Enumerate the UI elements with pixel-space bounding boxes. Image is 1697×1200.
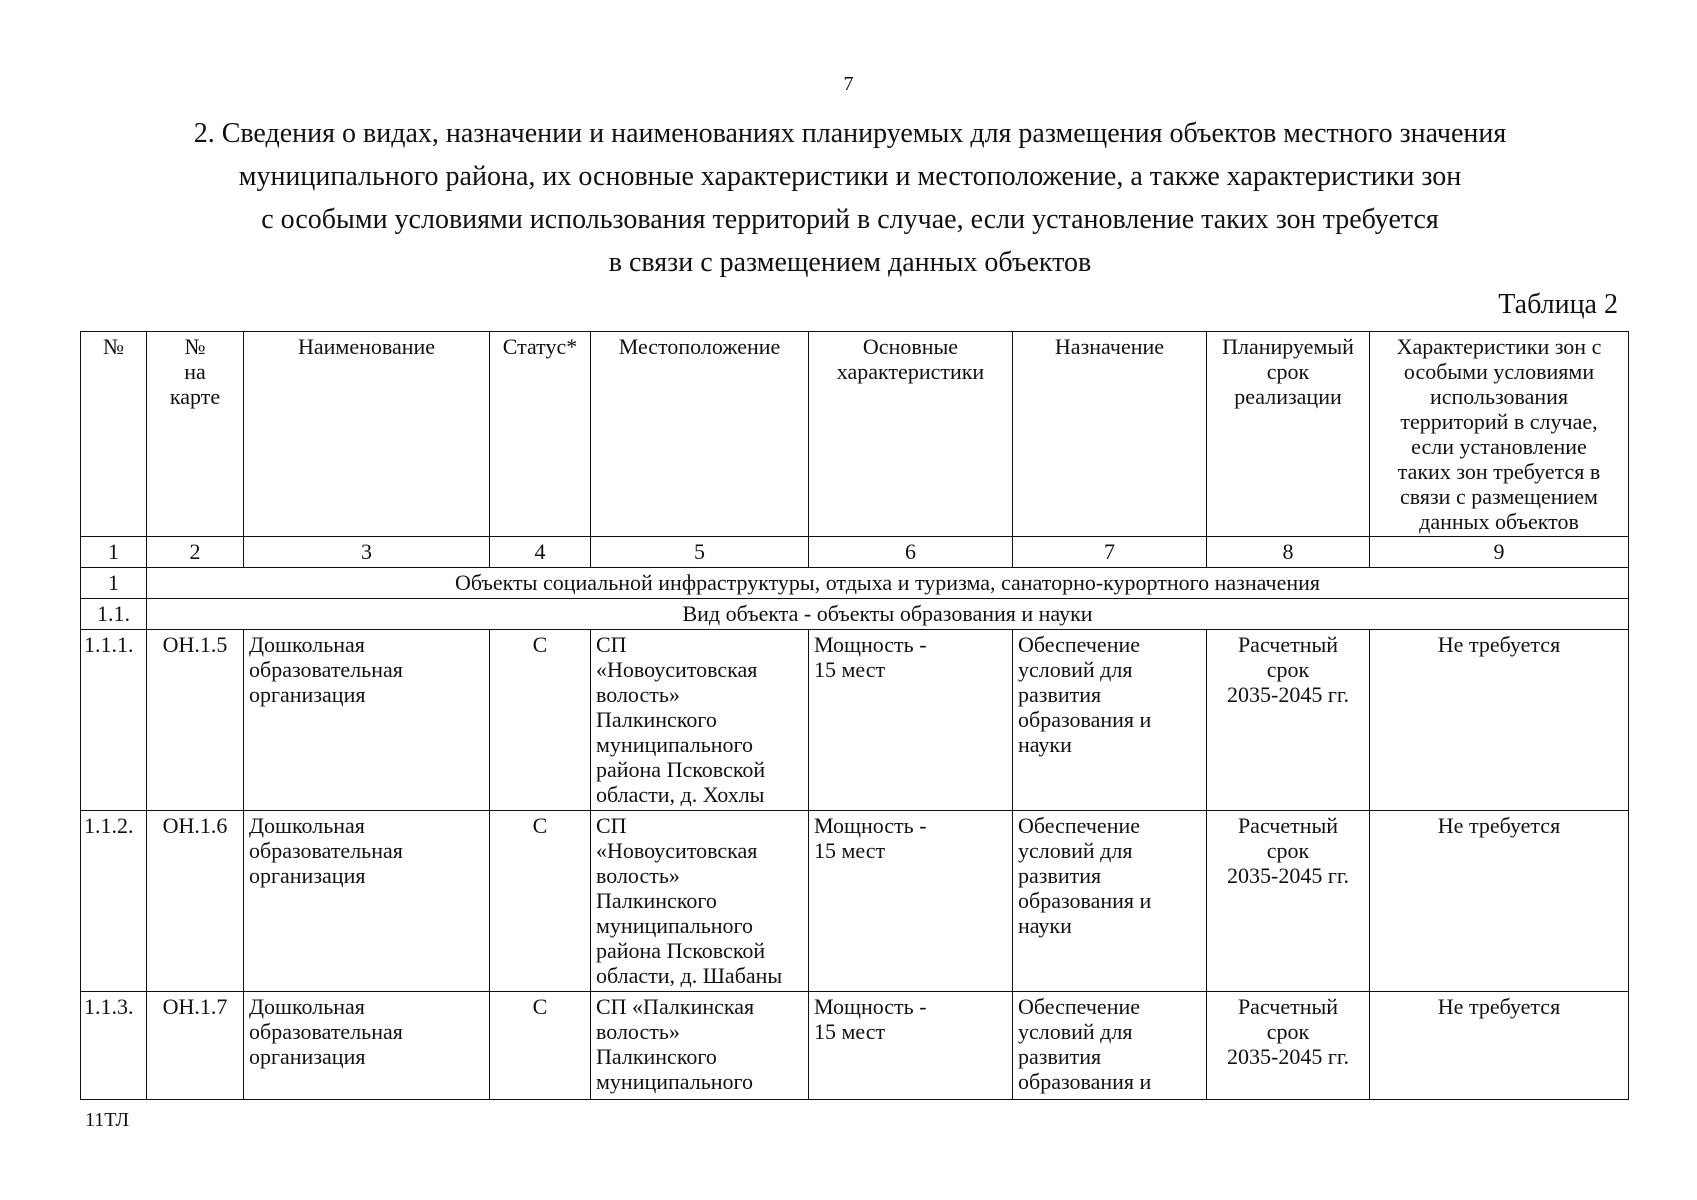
table-row (81, 811, 1629, 992)
term-cell: Расчетный срок 2035-2045 гг. (1207, 811, 1370, 992)
location-cell: СП «Новоуситовская волость» Палкинского муниципального района Псковской области, д. Хохлы (591, 630, 809, 811)
subsection-row (81, 599, 1629, 630)
column-number-cell: 4 (490, 537, 591, 568)
column-number-cell: 9 (1370, 537, 1629, 568)
heading-line: муниципального района, их основные характеристики и местоположение, а также характеристики зон (238, 161, 1462, 192)
header-cell: Основные характеристики (809, 332, 1013, 537)
characteristics-cell: Мощность - 15 мест (809, 630, 1013, 811)
document-heading (110, 112, 1590, 284)
header-cell: № (81, 332, 147, 537)
column-number-cell: 3 (244, 537, 490, 568)
section-row (81, 568, 1629, 599)
document-code: 11ТЛ (85, 1109, 130, 1131)
table-row (81, 992, 1629, 1100)
row-id-cell: 1.1.1. (81, 630, 147, 811)
header-row (81, 332, 1629, 537)
status-cell: С (490, 992, 591, 1100)
header-cell: Планируемый срок реализации (1207, 332, 1370, 537)
row-id-cell: 1.1.3. (81, 992, 147, 1100)
characteristics-cell: Мощность - 15 мест (809, 811, 1013, 992)
characteristics-cell: Мощность - 15 мест (809, 992, 1013, 1100)
zones-cell: Не требуется (1370, 630, 1629, 811)
column-number-cell: 7 (1013, 537, 1207, 568)
term-cell: Расчетный срок 2035-2045 гг. (1207, 630, 1370, 811)
header-cell: Местоположение (591, 332, 809, 537)
heading-line: в связи с размещением данных объектов (608, 247, 1092, 278)
column-number-cell: 6 (809, 537, 1013, 568)
zones-cell: Не требуется (1370, 992, 1629, 1100)
row-id-cell: 1.1.2. (81, 811, 147, 992)
heading-line: с особыми условиями использования территорий в случае, если установление таких зон требуется (261, 204, 1439, 235)
column-number-cell: 8 (1207, 537, 1370, 568)
map-number-cell: ОН.1.7 (147, 992, 244, 1100)
column-number-cell: 5 (591, 537, 809, 568)
map-number-cell: ОН.1.5 (147, 630, 244, 811)
purpose-cell: Обеспечение условий для развития образования и науки (1013, 630, 1207, 811)
column-number-row (81, 537, 1629, 568)
map-number-cell: ОН.1.6 (147, 811, 244, 992)
purpose-cell: Обеспечение условий для развития образования и (1013, 992, 1207, 1100)
location-cell: СП «Новоуситовская волость» Палкинского муниципального района Псковской области, д. Шабаны (591, 811, 809, 992)
objects-table (80, 331, 1629, 1100)
name-cell: Дошкольная образовательная организация (244, 811, 490, 992)
header-cell: Наименование (244, 332, 490, 537)
status-cell: С (490, 630, 591, 811)
page-number: 7 (843, 73, 854, 95)
purpose-cell: Обеспечение условий для развития образования и науки (1013, 811, 1207, 992)
section-title: Объекты социальной инфраструктуры, отдыха и туризма, санаторно-курортного назначения (147, 568, 1629, 599)
heading-line: 2. Сведения о видах, назначении и наименованиях планируемых для размещения объектов местного значения (193, 118, 1507, 149)
status-cell: С (490, 811, 591, 992)
section-number: 1 (81, 568, 147, 599)
header-cell: № на карте (147, 332, 244, 537)
header-cell: Характеристики зон с особыми условиями использования территорий в случае, если установление таких зон требуется в связи с размещением данных объектов (1370, 332, 1629, 537)
table-label: Таблица 2 (1498, 289, 1618, 320)
column-number-cell: 1 (81, 537, 147, 568)
subsection-title: Вид объекта - объекты образования и науки (147, 599, 1629, 630)
subsection-number: 1.1. (81, 599, 147, 630)
location-cell: СП «Палкинская волость» Палкинского муниципального (591, 992, 809, 1100)
name-cell: Дошкольная образовательная организация (244, 630, 490, 811)
column-number-cell: 2 (147, 537, 244, 568)
zones-cell: Не требуется (1370, 811, 1629, 992)
name-cell: Дошкольная образовательная организация (244, 992, 490, 1100)
table-row (81, 630, 1629, 811)
header-cell: Статус* (490, 332, 591, 537)
term-cell: Расчетный срок 2035-2045 гг. (1207, 992, 1370, 1100)
header-cell: Назначение (1013, 332, 1207, 537)
